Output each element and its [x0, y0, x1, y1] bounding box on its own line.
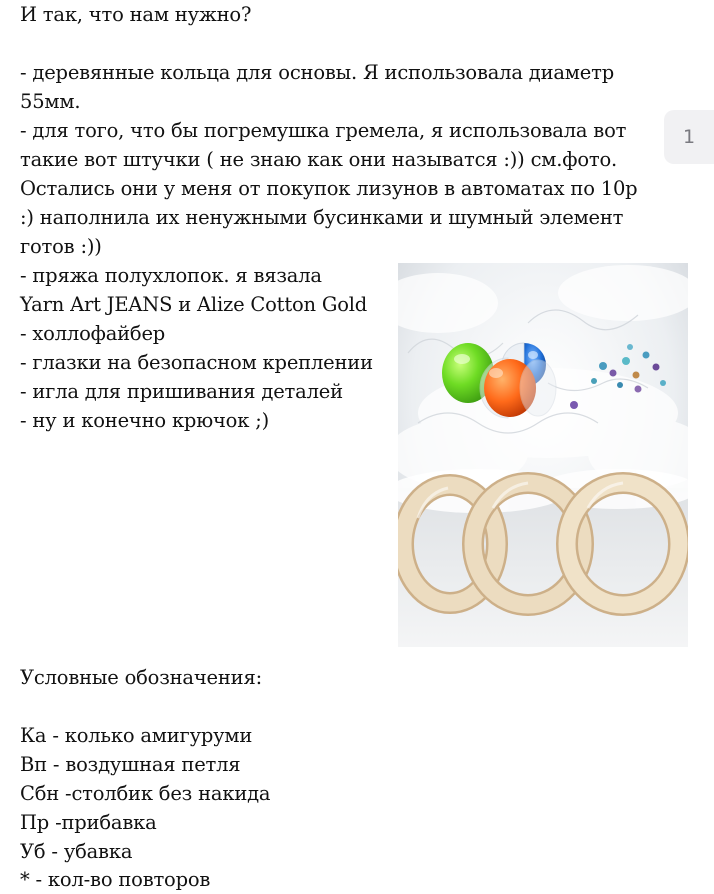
legend-item: Ка - колько амигуруми [20, 724, 253, 747]
text-line: Остались они у меня от покупок лизунов в автоматах по 10р [20, 177, 638, 200]
text-line: - деревянные кольца для основы. Я использовала диаметр [20, 61, 614, 84]
legend-item: * - кол-во повторов [20, 868, 211, 891]
legend-item: Пр -прибавка [20, 811, 157, 834]
text-line: готов :)) [20, 235, 102, 258]
text-line: :) наполнила их ненужными бусинками и шумный элемент [20, 206, 624, 229]
text-line: - для того, что бы погремушка гремела, я использовала вот [20, 119, 627, 142]
legend-item: Сбн -столбик без накида [20, 782, 271, 805]
legend-item: Вп - воздушная петля [20, 753, 241, 776]
text-line: 55мм. [20, 90, 81, 113]
page-number-badge[interactable]: 1 [664, 110, 714, 164]
photo-wooden-rings [398, 263, 688, 647]
text-line: такие вот штучки ( не знаю как они называтся :)) см.фото. [20, 148, 618, 171]
text-line: Yarn Art JEANS и Alize Cotton Gold [20, 293, 368, 316]
text-line: - игла для пришивания деталей [20, 380, 343, 403]
intro-heading: И так, что нам нужно? [20, 3, 252, 26]
text-line: - пряжа полухлопок. я вязала [20, 264, 322, 287]
photo-illustration [398, 263, 688, 647]
text-line: - холлофайбер [20, 322, 166, 345]
legend-item: Уб - убавка [20, 840, 133, 863]
text-line: - глазки на безопасном креплении [20, 351, 373, 374]
text-line: - ну и конечно крючок ;) [20, 409, 269, 432]
legend-title: Условные обозначения: [20, 666, 262, 689]
